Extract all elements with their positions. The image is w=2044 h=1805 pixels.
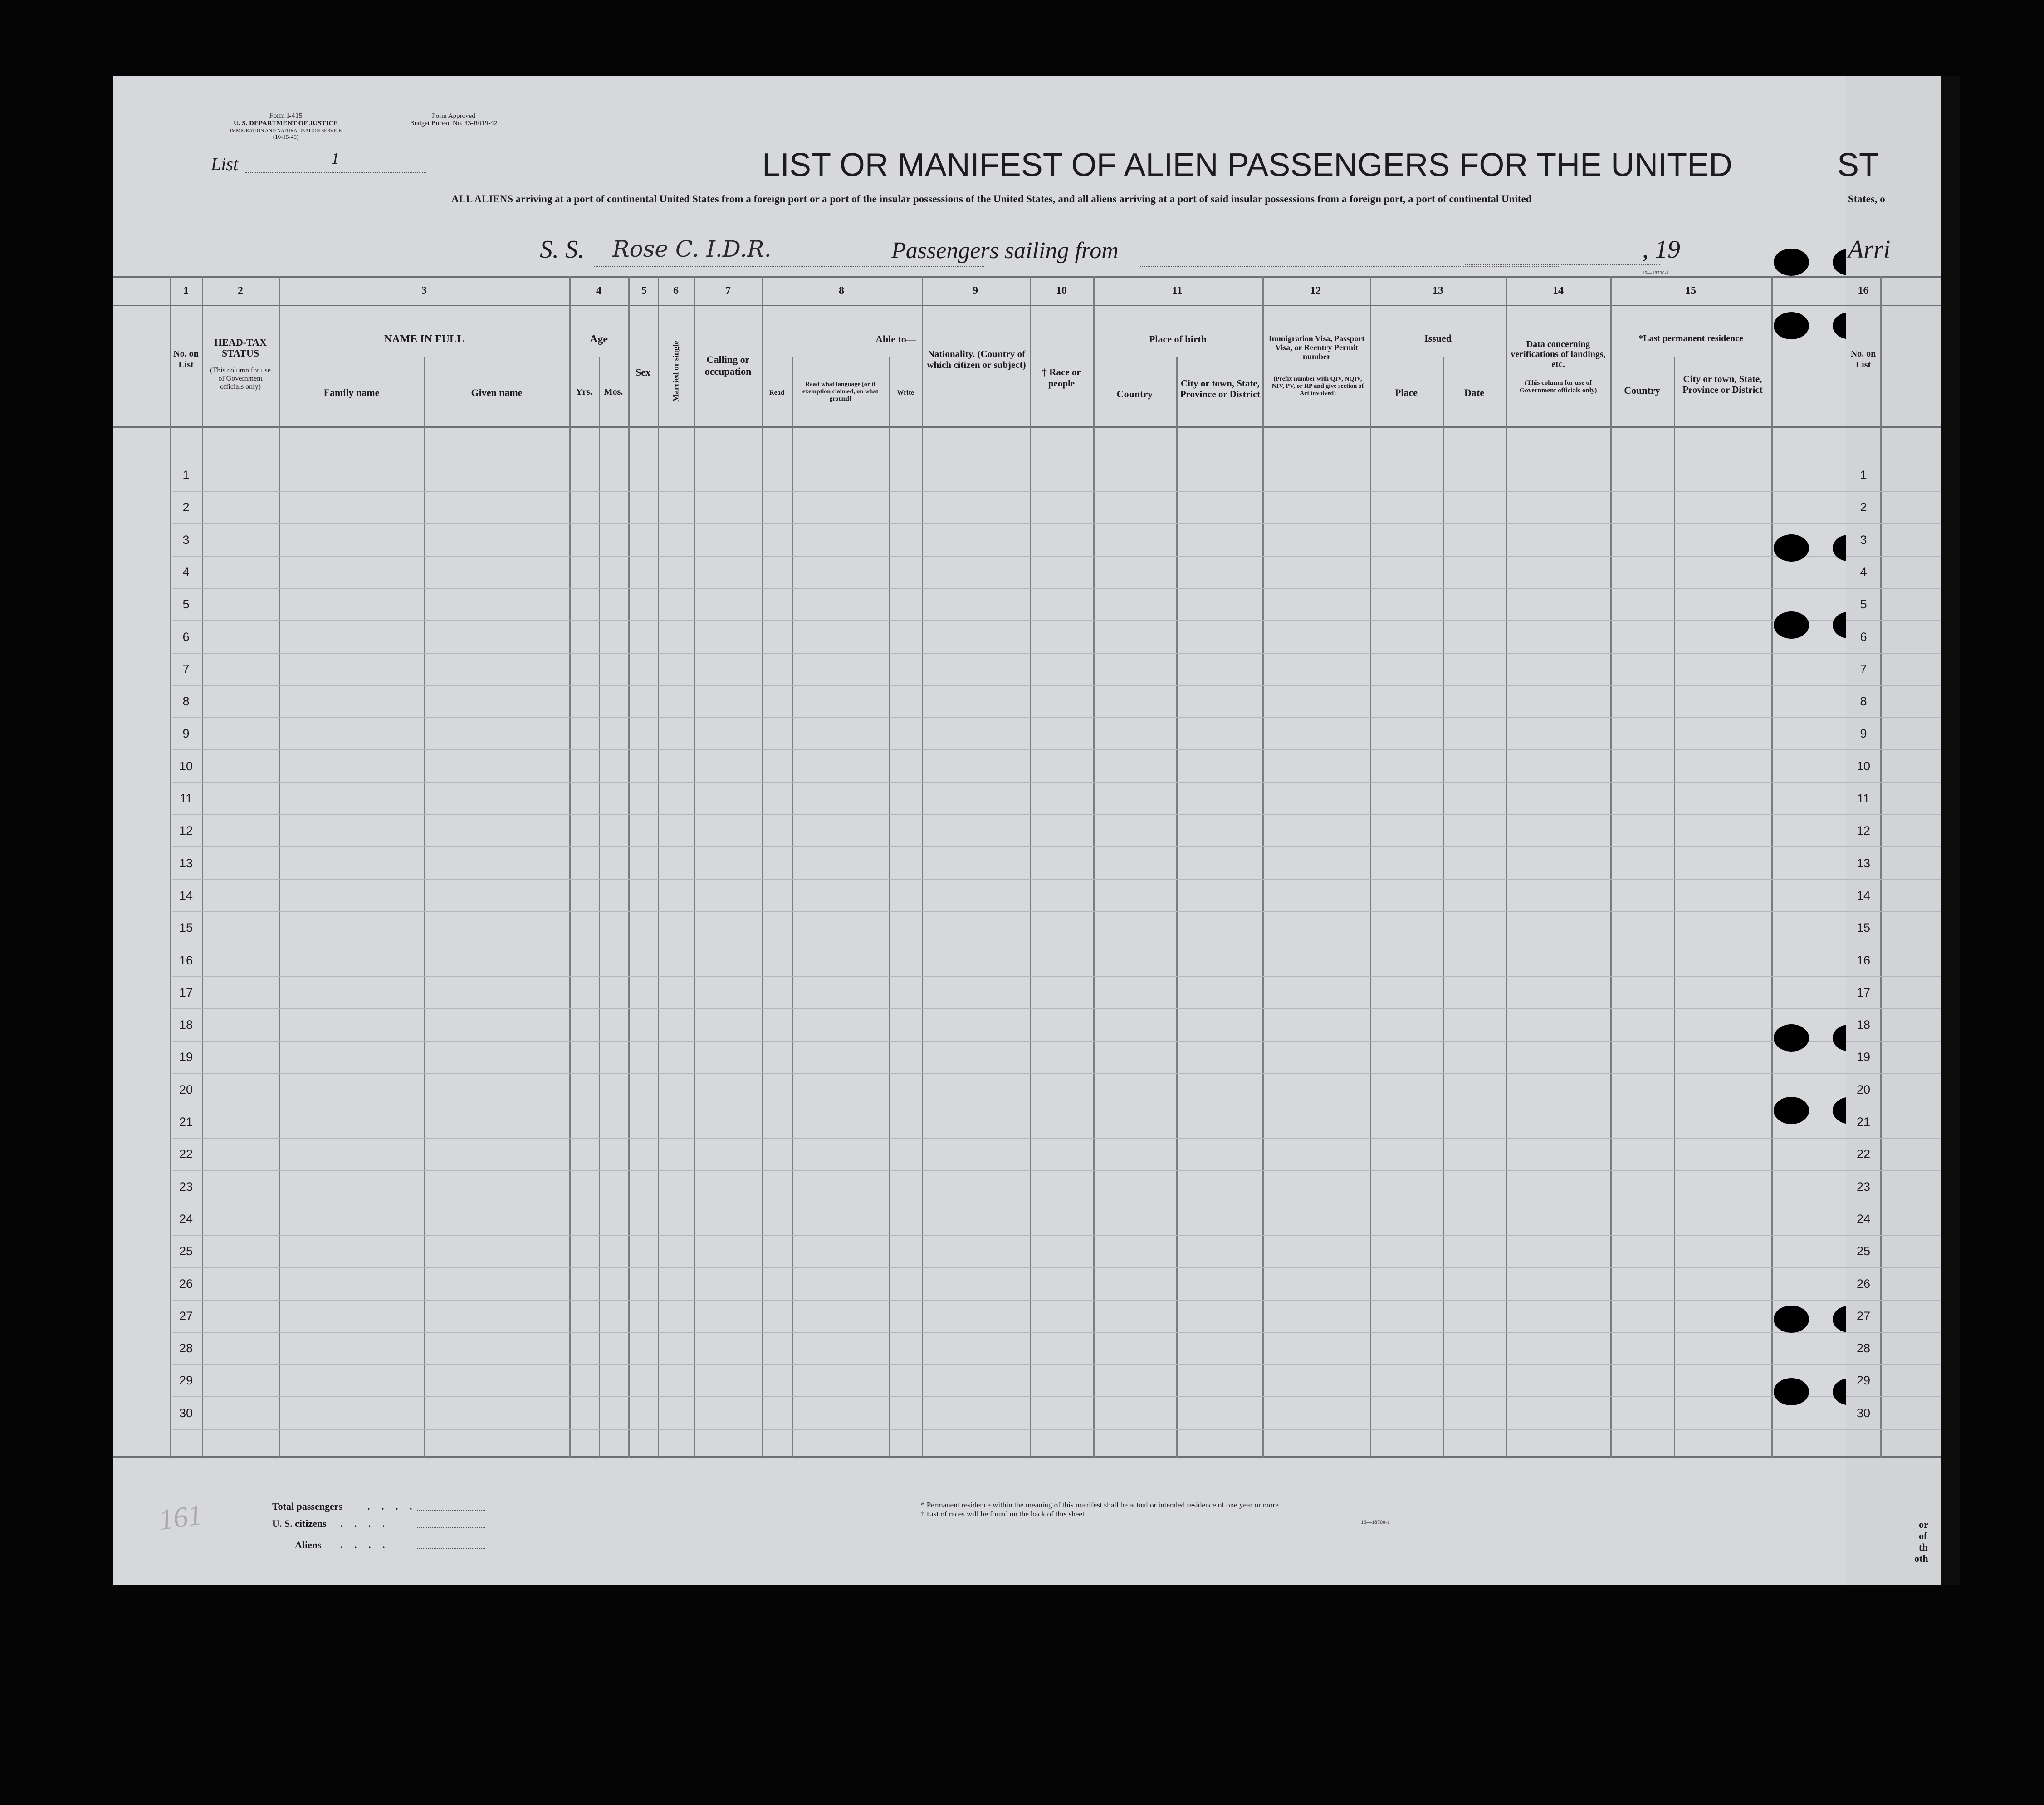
col-line	[1443, 357, 1444, 1458]
margin-handwriting: 161	[156, 1498, 205, 1536]
row-divider	[1846, 1138, 1941, 1139]
row-divider	[172, 556, 1896, 557]
row-number: 26	[1856, 1277, 1871, 1291]
row-divider	[172, 588, 1896, 589]
family-name-header: Family name	[323, 387, 380, 398]
row-number: 23	[179, 1180, 193, 1194]
row-number: 24	[179, 1212, 193, 1226]
column-number: 6	[673, 285, 679, 297]
us-citizens-field	[417, 1527, 485, 1528]
given-name-header: Given name	[471, 387, 523, 398]
row-divider	[1846, 1267, 1941, 1268]
birth-city-header: City or town, State, Province or District	[1180, 378, 1261, 400]
punched-hole	[1774, 611, 1809, 639]
col-line	[1610, 276, 1612, 1458]
row-number: 14	[179, 889, 193, 902]
visa-note: (Prefix number with QIV, NQIV, NIV, PV, or RP and give section of Act involved)	[1271, 376, 1364, 397]
row-divider	[1846, 1170, 1941, 1171]
col-line	[202, 276, 203, 1458]
row-number: 12	[1856, 824, 1871, 837]
row-divider	[1846, 846, 1941, 847]
row-number: 20	[179, 1083, 193, 1096]
row-divider	[172, 1429, 1896, 1430]
row-divider	[1846, 685, 1941, 686]
row-number: 7	[182, 662, 190, 676]
punched-hole	[1774, 534, 1809, 562]
column-number: 3	[421, 285, 427, 297]
column-number: 2	[238, 285, 243, 297]
column-number: 9	[973, 285, 978, 297]
list-underline	[245, 172, 426, 173]
row-divider	[1846, 1041, 1941, 1042]
col-line	[889, 357, 890, 1458]
column-number: 11	[1172, 285, 1183, 297]
grid-header-rule	[113, 426, 1896, 428]
adjacent-edge-text: oth	[1914, 1553, 1928, 1564]
grid-top-rule	[113, 276, 1896, 278]
col-line	[792, 357, 793, 1458]
head-tax-header: HEAD-TAX STATUS	[214, 337, 267, 359]
column-number: 7	[725, 285, 731, 297]
row-number: 18	[1856, 1018, 1871, 1032]
row-number: 13	[1856, 856, 1871, 870]
write-header: Write	[897, 389, 914, 396]
row-number: 15	[179, 921, 193, 934]
total-passengers-field	[417, 1510, 485, 1511]
adjacent-page-edge	[1837, 76, 1941, 1585]
verifications-note: (This column for use of Government officials only)	[1519, 379, 1597, 394]
row-number: 28	[179, 1341, 193, 1355]
residence-city-header: City or town, State, Province or District	[1682, 373, 1763, 395]
col-line	[569, 276, 571, 1458]
row-divider	[1846, 782, 1941, 783]
adjacent-subtitle-fragment: States, o	[1848, 193, 1885, 205]
row-number: 7	[1860, 662, 1867, 676]
row-number: 15	[1856, 921, 1871, 934]
row-number: 22	[1856, 1147, 1871, 1161]
form-date: (10-15-45)	[273, 133, 299, 140]
row-divider	[1846, 588, 1941, 589]
sailing-from-underline	[1139, 266, 1560, 267]
row-divider	[172, 1138, 1896, 1139]
adjacent-no-on-list-header: No. on List	[1850, 349, 1876, 370]
column-number: 4	[596, 285, 601, 297]
issued-date-header: Date	[1464, 387, 1484, 398]
row-number: 20	[1856, 1083, 1871, 1096]
row-number: 18	[179, 1018, 193, 1032]
col-line	[1030, 276, 1031, 1458]
row-number: 3	[1860, 533, 1867, 547]
col-line	[1674, 357, 1675, 1458]
column-number: 8	[839, 285, 844, 297]
punched-hole	[1774, 249, 1809, 276]
row-divider	[1846, 1429, 1941, 1430]
row-divider	[1846, 814, 1941, 815]
row-divider	[1846, 1364, 1941, 1365]
row-divider	[1846, 653, 1941, 654]
row-divider	[172, 1300, 1896, 1301]
row-number: 9	[1860, 727, 1867, 740]
row-number: 29	[179, 1374, 193, 1387]
races-footnote: † List of races will be found on the back of this sheet.	[921, 1510, 1086, 1518]
form-number: Form I-415	[269, 112, 303, 120]
row-number: 3	[182, 533, 190, 547]
us-citizens-dots: . . . .	[340, 1518, 390, 1529]
row-divider	[1846, 1073, 1941, 1074]
row-number: 4	[182, 565, 190, 579]
printer-code-top: 16—18700-1	[1642, 270, 1669, 276]
row-divider	[172, 653, 1896, 654]
row-number: 11	[179, 792, 193, 805]
date-underline	[1465, 264, 1660, 265]
col-line	[1506, 276, 1507, 1458]
row-divider	[172, 1267, 1896, 1268]
row-divider	[172, 717, 1896, 718]
col-line	[694, 276, 695, 1458]
form-approved: Form Approved	[432, 113, 475, 120]
row-number: 9	[182, 727, 190, 740]
row-divider	[172, 749, 1896, 750]
row-divider	[1846, 976, 1941, 977]
row-divider	[172, 1041, 1896, 1042]
col-line	[658, 276, 659, 1458]
adjacent-header-rule	[1846, 426, 1941, 428]
row-divider	[172, 814, 1896, 815]
race-header: † Race or people	[1042, 367, 1081, 389]
list-number: 1	[331, 149, 339, 167]
row-divider	[1846, 1332, 1941, 1333]
row-divider	[172, 1170, 1896, 1171]
row-number: 30	[179, 1406, 193, 1420]
punched-hole	[1774, 312, 1809, 339]
row-number: 5	[1860, 597, 1867, 611]
row-number: 27	[1856, 1309, 1871, 1323]
col-line	[1262, 276, 1264, 1458]
col-line	[170, 276, 171, 1458]
row-number: 29	[1856, 1374, 1871, 1387]
adjacent-column-number: 16	[1858, 285, 1869, 297]
column-number: 5	[641, 285, 647, 297]
column-number: 13	[1433, 285, 1443, 297]
total-passengers-label: Total passengers	[272, 1501, 343, 1512]
grid-colnum-rule	[113, 305, 1896, 306]
row-divider	[172, 1235, 1896, 1236]
department-name: U. S. DEPARTMENT OF JUSTICE	[233, 120, 338, 127]
residence-footnote: * Permanent residence within the meaning of this manifest shall be actual or intended residence of one year or more.	[921, 1501, 1281, 1509]
column-number: 15	[1685, 285, 1696, 297]
adjacent-edge-text: or	[1919, 1519, 1928, 1530]
manifest-subtitle: ALL ALIENS arriving at a port of continental United States from a foreign port or a port of the insular possessions of the United States, and all aliens arriving at a port of said insular possessions from a foreign port, a port of continental United	[451, 193, 1532, 205]
row-divider	[1846, 556, 1941, 557]
row-divider	[172, 685, 1896, 686]
row-number: 30	[1856, 1406, 1871, 1420]
adjacent-col-line	[1880, 276, 1882, 1458]
row-divider	[1846, 1235, 1941, 1236]
row-number: 6	[1860, 630, 1867, 644]
months-header: Mos.	[604, 387, 623, 397]
row-number: 1	[1860, 468, 1867, 482]
row-number: 19	[1856, 1050, 1871, 1064]
grid-bottom-rule	[113, 1456, 1896, 1458]
us-citizens-label: U. S. citizens	[272, 1518, 327, 1529]
row-divider	[1846, 717, 1941, 718]
col-line	[1771, 276, 1773, 1458]
row-divider	[172, 846, 1896, 847]
adjacent-title-fragment: ST	[1837, 147, 1879, 183]
adjacent-edge-text: of	[1919, 1530, 1927, 1541]
row-number: 11	[1857, 792, 1870, 805]
col-line	[762, 276, 763, 1458]
row-number: 2	[182, 500, 190, 514]
row-number: 5	[182, 597, 190, 611]
col-line	[424, 357, 425, 1458]
adjacent-bottom-rule	[1846, 1456, 1941, 1458]
adjacent-arriving-fragment: Arri	[1848, 235, 1891, 264]
list-label: List	[211, 154, 239, 174]
no-on-list-header: No. on List	[173, 349, 199, 370]
ss-label: S. S.	[540, 235, 584, 264]
row-divider	[1846, 620, 1941, 621]
row-number: 2	[1860, 500, 1867, 514]
adjacent-colnum-rule	[1846, 305, 1941, 306]
aliens-label: Aliens	[295, 1539, 322, 1551]
row-number: 25	[179, 1244, 193, 1258]
row-number: 21	[1856, 1115, 1871, 1129]
age-header: Age	[590, 333, 608, 345]
col-line	[1093, 276, 1095, 1458]
sailing-from-label: Passengers sailing from	[891, 238, 1119, 264]
budget-bureau: Budget Bureau No. 43-R019-42	[410, 120, 498, 127]
visa-header: Immigration Visa, Passport Visa, or Reentry Permit number	[1268, 334, 1365, 361]
row-divider	[172, 976, 1896, 977]
married-header: Married or single	[671, 341, 680, 402]
service-name: IMMIGRATION AND NATURALIZATION SERVICE	[230, 128, 342, 133]
total-passengers-dots: . . . .	[367, 1501, 417, 1512]
manifest-title: LIST OR MANIFEST OF ALIEN PASSENGERS FOR THE UNITED	[762, 147, 1733, 183]
row-divider	[1846, 749, 1941, 750]
row-number: 1	[182, 468, 190, 482]
row-divider	[1846, 491, 1941, 492]
ship-name: Rose C. I.D.R.	[612, 236, 772, 262]
row-number: 13	[179, 856, 193, 870]
row-divider	[1846, 1300, 1941, 1301]
col-line	[1176, 357, 1178, 1458]
row-number: 10	[179, 759, 193, 773]
read-header: Read	[769, 389, 785, 396]
col-line	[279, 276, 280, 1458]
row-number: 23	[1856, 1180, 1871, 1194]
able-to-header: Able to—	[875, 333, 916, 345]
row-divider	[172, 911, 1896, 912]
ship-name-underline	[594, 266, 984, 267]
issued-place-header: Place	[1394, 387, 1418, 398]
row-number: 16	[1856, 954, 1871, 967]
row-number: 19	[179, 1050, 193, 1064]
row-number: 8	[182, 695, 190, 708]
row-divider	[1846, 1008, 1941, 1009]
row-number: 4	[1860, 565, 1867, 579]
row-divider	[1846, 911, 1941, 912]
row-number: 24	[1856, 1212, 1871, 1226]
residence-country-header: Country	[1624, 385, 1660, 396]
place-of-birth-header: Place of birth	[1149, 333, 1207, 345]
row-number: 6	[182, 630, 190, 644]
column-number: 12	[1310, 285, 1321, 297]
row-number: 27	[179, 1309, 193, 1323]
verifications-header: Data concerning verifications of landings, etc.	[1511, 339, 1606, 369]
adjacent-edge-text: th	[1919, 1541, 1928, 1553]
row-number: 25	[1856, 1244, 1871, 1258]
row-divider	[172, 1073, 1896, 1074]
row-number: 28	[1856, 1341, 1871, 1355]
row-divider	[172, 879, 1896, 880]
row-divider	[1846, 523, 1941, 524]
aliens-dots: . . . .	[340, 1539, 390, 1551]
column-number: 10	[1056, 285, 1067, 297]
row-number: 12	[179, 824, 193, 837]
years-header: Yrs.	[576, 387, 592, 397]
row-divider	[1846, 1396, 1941, 1397]
last-residence-header: *Last permanent residence	[1638, 333, 1743, 343]
punched-hole	[1774, 1306, 1809, 1333]
column-number: 1	[183, 285, 189, 297]
punched-hole	[1774, 1378, 1809, 1405]
calling-header: Calling or occupation	[704, 354, 752, 377]
row-divider	[172, 620, 1896, 621]
row-number: 21	[179, 1115, 193, 1129]
row-divider	[172, 523, 1896, 524]
punched-hole	[1774, 1024, 1809, 1052]
row-divider	[172, 782, 1896, 783]
row-divider	[172, 1008, 1896, 1009]
row-number: 17	[1856, 986, 1871, 999]
col-line	[599, 357, 600, 1458]
name-in-full-header: NAME IN FULL	[384, 333, 464, 345]
issued-header: Issued	[1424, 333, 1452, 344]
row-divider	[172, 1396, 1896, 1397]
row-divider	[172, 1364, 1896, 1365]
punched-hole	[1774, 1097, 1809, 1124]
row-number: 8	[1860, 695, 1867, 708]
col-line	[1370, 276, 1371, 1458]
birth-country-header: Country	[1116, 388, 1153, 400]
row-number: 14	[1856, 889, 1871, 902]
adjacent-top-rule	[1846, 276, 1941, 278]
printer-code-bottom: 16—18700-1	[1361, 1519, 1390, 1525]
manifest-sheet	[113, 76, 1940, 1585]
row-divider	[172, 491, 1896, 492]
row-number: 17	[179, 986, 193, 999]
year-label: , 19	[1642, 235, 1680, 264]
col-line	[628, 276, 630, 1458]
col-line	[922, 276, 923, 1458]
row-number: 22	[179, 1147, 193, 1161]
row-divider	[172, 1332, 1896, 1333]
column-number: 14	[1553, 285, 1564, 297]
row-number: 16	[179, 954, 193, 967]
head-tax-note: (This column for use of Government officials only)	[210, 367, 271, 391]
sex-header: Sex	[636, 367, 650, 378]
nationality-header: Nationality. (Country of which citizen or subject)	[927, 348, 1026, 370]
aliens-field	[417, 1548, 485, 1549]
row-number: 10	[1856, 759, 1871, 773]
row-divider	[1846, 879, 1941, 880]
read-language-header: Read what language [or if exemption claimed, on what ground]	[802, 381, 879, 402]
row-number: 26	[179, 1277, 193, 1291]
